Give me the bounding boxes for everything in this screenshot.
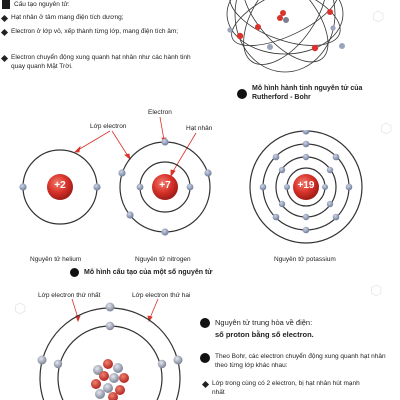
electron	[260, 184, 267, 191]
electron	[137, 184, 144, 191]
electron-label: Electron	[148, 109, 172, 116]
electron	[303, 130, 310, 135]
electron	[303, 141, 310, 148]
section2-title: Mô hình cấu tạo của một số nguyên tử	[84, 269, 213, 276]
shell1-label: Lớp electron thứ nhất	[38, 292, 101, 299]
nitrogen-charge: +7	[159, 180, 171, 191]
electron	[303, 227, 310, 234]
helium-name: Nguyên tử helium	[30, 256, 82, 263]
electron	[327, 201, 333, 207]
neutral-line-1: Nguyên tử trung hòa về điện:	[215, 318, 313, 327]
shell2-label: Lớp electron thứ hai	[132, 292, 191, 299]
electron	[303, 214, 309, 220]
hexagon-decoration-icon: ⬡	[370, 282, 383, 298]
inner-shell-point: Lớp trong cùng có 2 electron, bị hạt nhân hút mạnh nhất	[203, 379, 373, 397]
neutral-dot-icon	[200, 318, 210, 328]
electron	[19, 183, 26, 190]
electron	[204, 169, 211, 176]
nucleus-label: Hạt nhân	[186, 125, 213, 132]
arrow-line	[72, 299, 78, 318]
electron	[118, 169, 125, 176]
electron	[303, 154, 309, 160]
intro-point-3: Electron chuyển động xung quanh hạt nhân như các hành tinh quay quanh Mặt Trời.	[2, 53, 200, 71]
neutral-block	[200, 317, 314, 341]
intro-point-2: Electron ở lớp vỏ, xếp thành từng lớp, mang điện tích âm;	[2, 27, 200, 36]
hexagon-decoration-icon: ⬡	[372, 8, 385, 24]
electron	[187, 184, 194, 191]
potassium-name: Nguyên tử potassium	[274, 256, 336, 263]
electron	[279, 167, 285, 173]
electron	[126, 211, 133, 218]
bullet-icon	[202, 381, 209, 388]
hexagon-decoration-icon: ⬡	[14, 300, 27, 316]
electron	[322, 184, 328, 190]
bottom-nucleus-cluster	[91, 359, 129, 400]
electron	[106, 303, 115, 312]
arrow-line	[150, 299, 158, 318]
electron	[327, 167, 333, 173]
planetary-caption-text: Mô hình hành tinh nguyên tử của Rutherford - Bohr	[252, 85, 363, 101]
electron	[161, 228, 168, 235]
electron	[106, 322, 114, 330]
bohr-block	[200, 352, 398, 370]
bohr-dot-icon	[200, 353, 210, 363]
electron	[279, 201, 285, 207]
electron	[284, 184, 290, 190]
bottom-atom-diagram	[0, 290, 210, 400]
electron	[54, 360, 62, 368]
electron	[38, 356, 47, 365]
electron	[273, 214, 280, 221]
section-dot-icon	[70, 268, 79, 277]
electron	[333, 214, 340, 221]
hexagon-decoration-icon: ⬡	[380, 120, 393, 136]
shell-label: Lớp electron	[90, 123, 127, 130]
intro-point-1: Hạt nhân ở tâm mang điện tích dương;	[2, 13, 200, 22]
electron	[273, 154, 280, 161]
electron	[161, 138, 168, 145]
intro-title: Cấu tạo nguyên tử:	[14, 1, 70, 8]
electron	[346, 184, 353, 191]
section2-header	[70, 268, 212, 277]
electron	[333, 154, 340, 161]
potassium-charge: +19	[297, 180, 315, 191]
neutral-line-2: số proton bằng số electron.	[215, 330, 314, 339]
bohr-text: Theo Bohr, các electron chuyển động xung quanh hạt nhân theo từng lớp khác nhau:	[215, 353, 386, 369]
helium-charge: +2	[54, 180, 66, 191]
electron	[158, 360, 166, 368]
electron	[174, 356, 183, 365]
electron	[93, 183, 100, 190]
nitrogen-name: Nguyên tử nitrogen	[135, 256, 191, 263]
